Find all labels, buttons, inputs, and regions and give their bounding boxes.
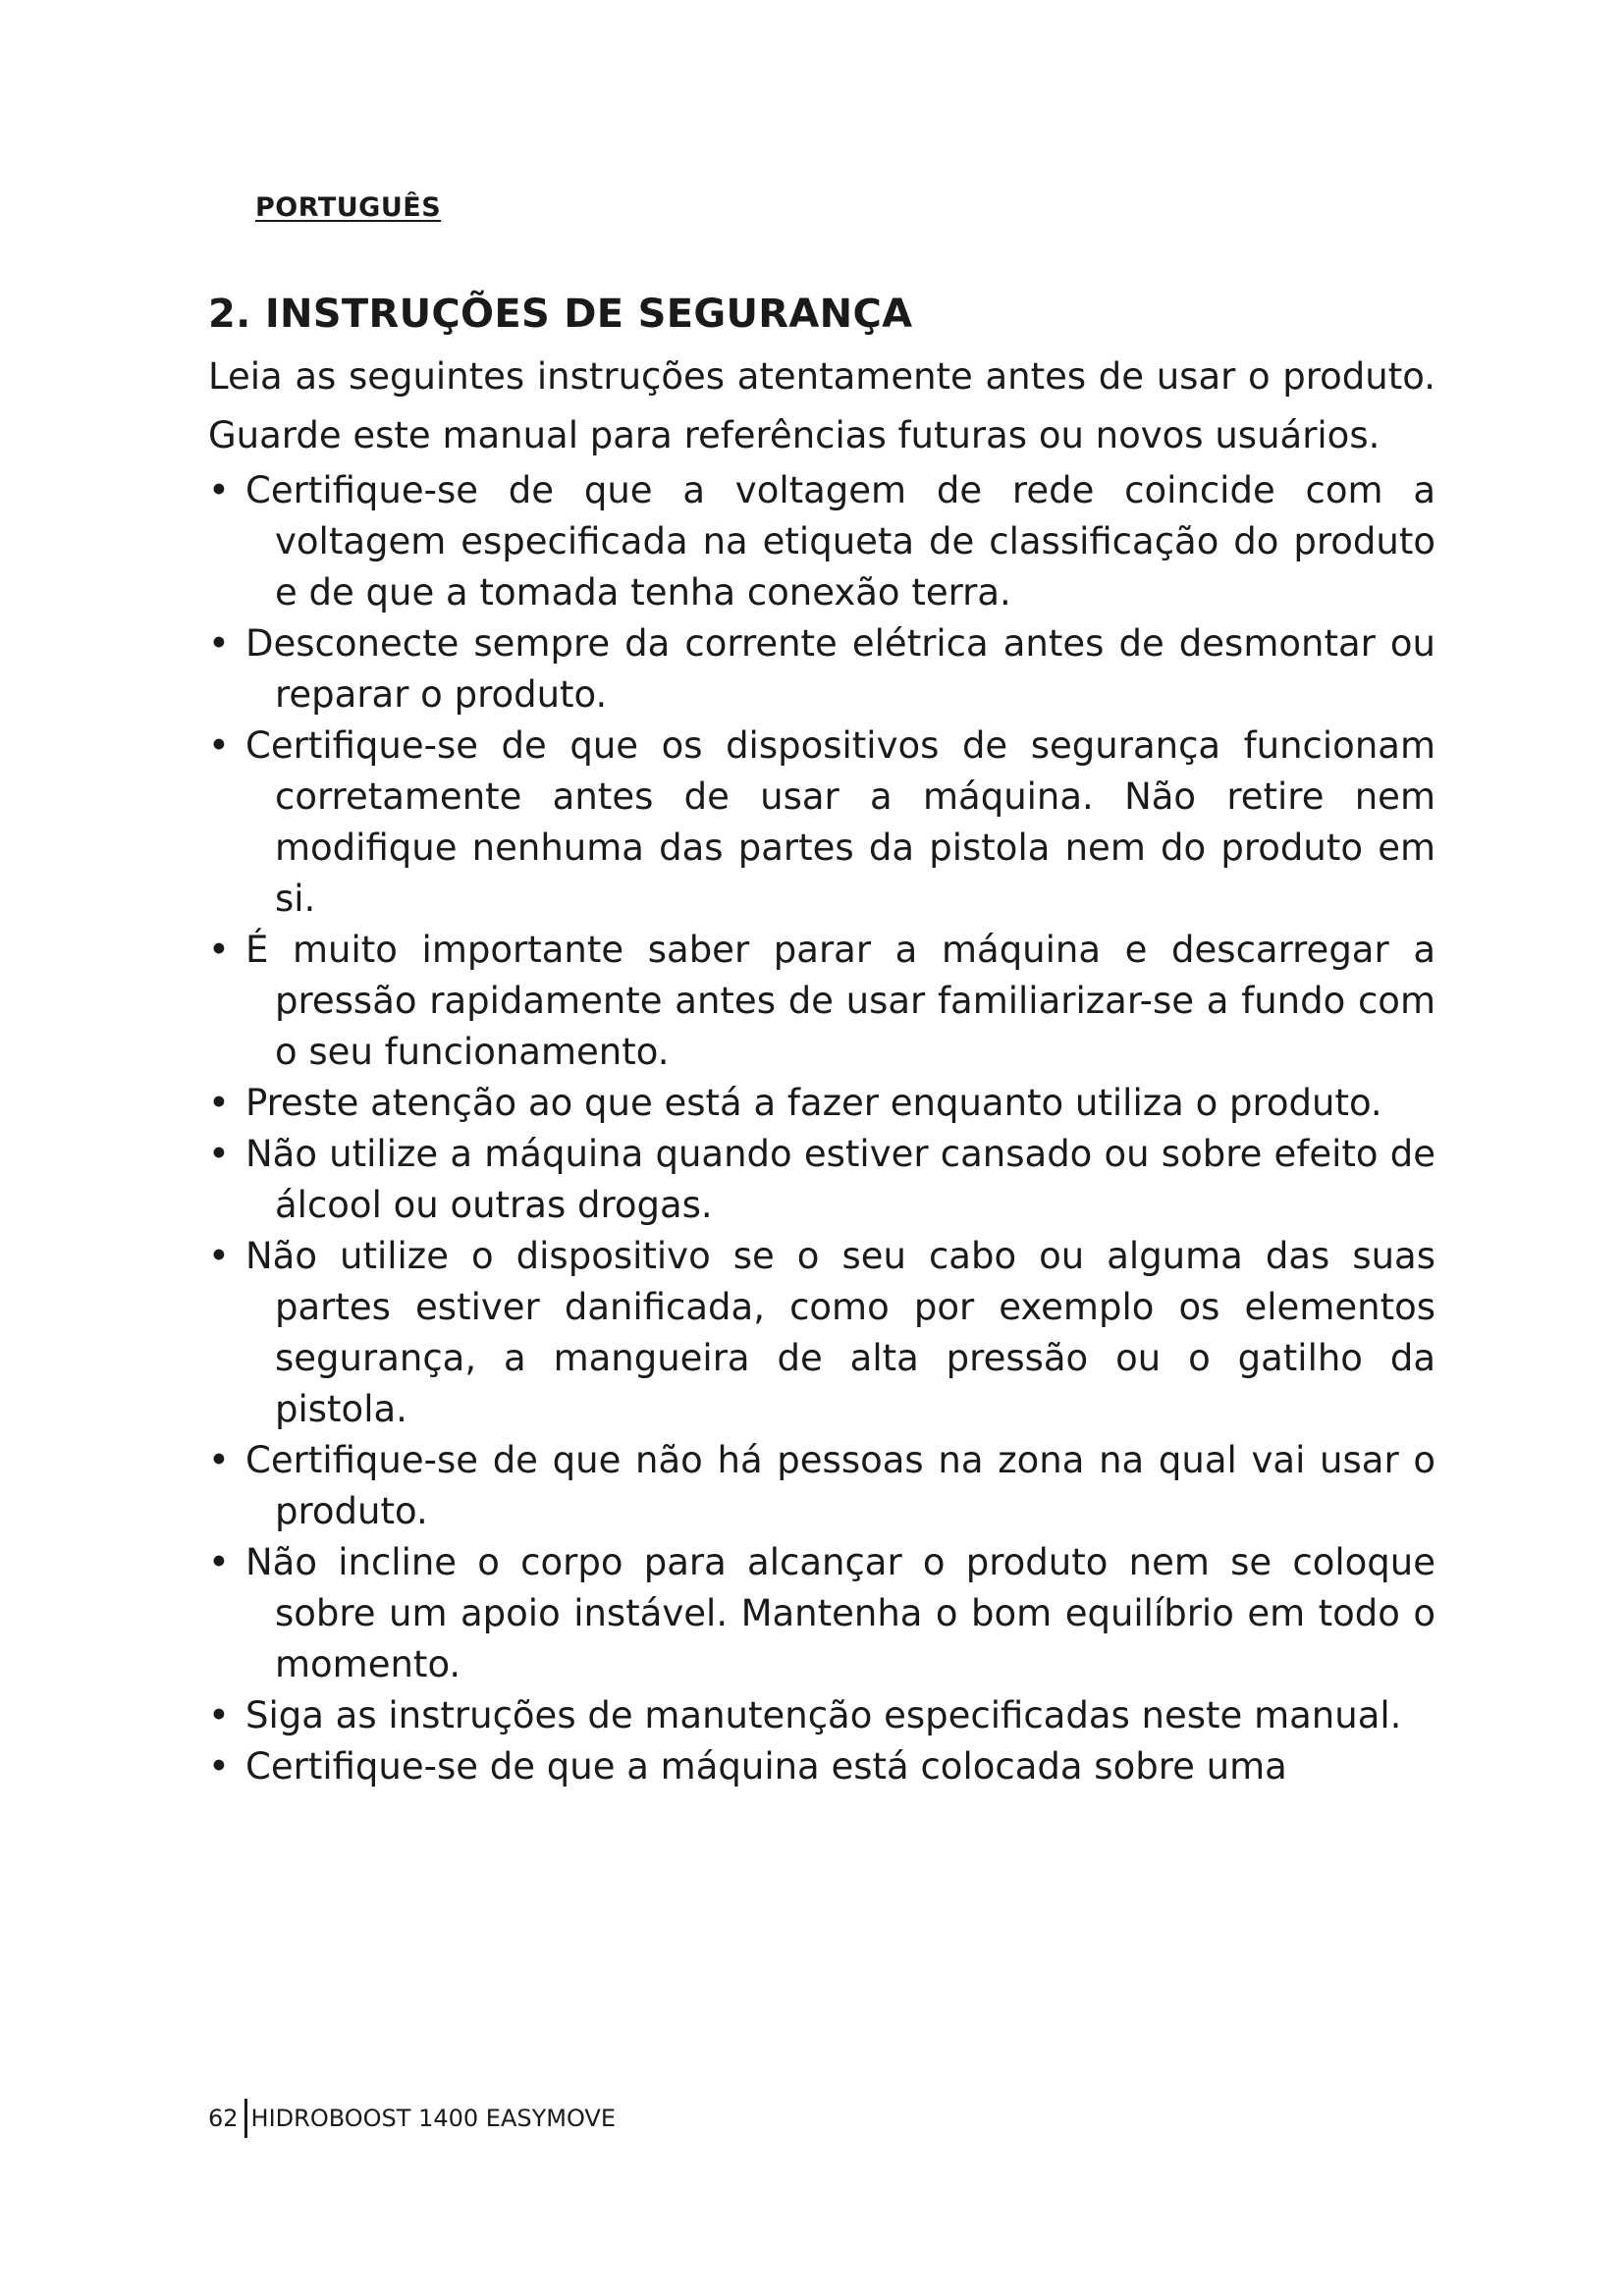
list-item: • Certifique-se de que a voltagem de rede coincide com a voltagem especificada na etiqueta de classificação do produto e de que a tomada tenha conexão terra. <box>208 465 1435 618</box>
list-item: • Certifique-se de que os dispositivos de segurança funcionam corretamente antes de usar a máquina. Não retire nem modifique nenhuma das partes da pistola nem do produto em si. <box>208 721 1435 925</box>
list-item: • Certifique-se de que não há pessoas na zona na qual vai usar o produto. <box>208 1435 1435 1537</box>
section-intro: Leia as seguintes instruções atentamente antes de usar o produto. Guarde este manual para referências futuras ou novos usuários. <box>208 355 1435 456</box>
bullet-icon: • <box>208 1235 230 1277</box>
list-item: • Não utilize a máquina quando estiver cansado ou sobre efeito de álcool ou outras drogas. <box>208 1129 1435 1231</box>
bullet-icon: • <box>208 929 230 971</box>
bullet-icon: • <box>208 1745 230 1788</box>
list-item: • Certifique-se de que a máquina está colocada sobre uma <box>208 1741 1435 1792</box>
list-item: • Não utilize o dispositivo se o seu cabo ou alguma das suas partes estiver danificada, como por exemplo os elementos segurança, a mangueira de alta pressão ou o gatilho da pistola. <box>208 1231 1435 1435</box>
list-item: • Não incline o corpo para alcançar o produto nem se coloque sobre um apoio instável. Mantenha o bom equilíbrio em todo o momento. <box>208 1537 1435 1690</box>
safety-instructions-section <box>208 287 1435 1792</box>
list-item: • Preste atenção ao que está a fazer enquanto utiliza o produto. <box>208 1078 1435 1129</box>
language-label: PORTUGUÊS <box>255 192 442 223</box>
bullet-icon: • <box>208 1439 230 1481</box>
section-title: 2. INSTRUÇÕES DE SEGURANÇA <box>208 292 913 337</box>
bullet-icon: • <box>208 1694 230 1736</box>
bullet-icon: • <box>208 724 230 767</box>
safety-list <box>208 465 1435 1792</box>
list-item: • É muito importante saber parar a máquina e descarregar a pressão rapidamente antes de usar familiarizar-se a fundo com o seu funcionamento. <box>208 925 1435 1078</box>
product-name: HIDROBOOST 1400 EASYMOVE <box>250 2105 617 2132</box>
bullet-icon: • <box>208 1133 230 1175</box>
footer-divider <box>244 2099 247 2138</box>
list-item: • Desconecte sempre da corrente elétrica antes de desmontar ou reparar o produto. <box>208 618 1435 721</box>
bullet-icon: • <box>208 1082 230 1124</box>
bullet-icon: • <box>208 622 230 665</box>
bullet-icon: • <box>208 469 230 511</box>
page-number: 62 <box>208 2105 239 2132</box>
list-item: • Siga as instruções de manutenção especificadas neste manual. <box>208 1690 1435 1741</box>
bullet-icon: • <box>208 1541 230 1583</box>
page-footer <box>208 2099 616 2138</box>
